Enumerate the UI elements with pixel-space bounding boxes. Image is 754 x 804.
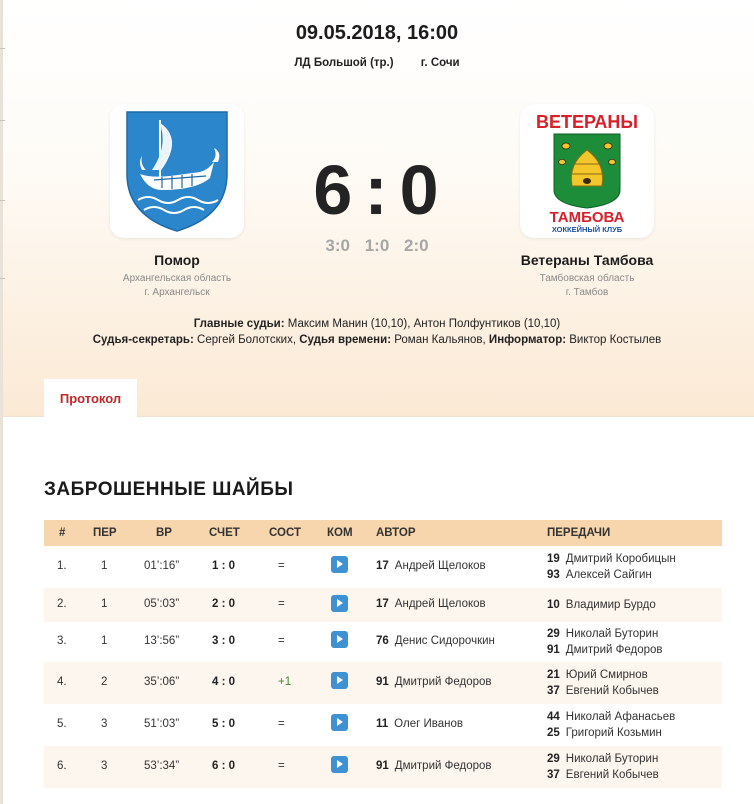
- row-assists: [547, 667, 659, 699]
- row-time: 53’:34”: [144, 760, 180, 772]
- row-score: 2 : 0: [212, 598, 236, 610]
- row-time: 05’:03”: [144, 598, 180, 610]
- secretary-name: Сергей Болотских,: [197, 334, 297, 346]
- author-name: Денис Сидорочкин: [394, 635, 495, 647]
- row-state: =: [278, 718, 285, 730]
- table-row: [44, 588, 722, 622]
- row-num: 4.: [57, 676, 67, 688]
- assist-number: 19: [547, 553, 560, 565]
- logo-top-text: ВЕТЕРАНЫ: [535, 112, 639, 132]
- main-referee-1: Максим Манин: [287, 318, 368, 330]
- row-period: 1: [101, 635, 108, 647]
- row-author[interactable]: [376, 760, 492, 772]
- row-time: 13’:56”: [144, 635, 180, 647]
- assist-name: Григорий Козьмин: [565, 727, 662, 739]
- assist-1[interactable]: [547, 597, 656, 613]
- row-score: 1 : 0: [212, 560, 236, 572]
- match-venue: [0, 57, 754, 69]
- period-1-score: 3:0: [325, 236, 350, 255]
- assist-2[interactable]: [547, 683, 659, 699]
- table-row: [44, 704, 722, 746]
- table-row: [44, 662, 722, 704]
- header-author: АВТОР: [376, 527, 416, 539]
- author-number: 76: [376, 635, 389, 647]
- header-com: КОМ: [327, 527, 353, 539]
- row-period: 2: [101, 676, 108, 688]
- row-period: 1: [101, 560, 108, 572]
- timekeeper-label: Судья времени:: [299, 334, 392, 346]
- row-assists: [547, 626, 663, 658]
- other-officials: [0, 334, 754, 346]
- row-state: =: [278, 598, 285, 610]
- home-team-logo[interactable]: [110, 104, 244, 238]
- video-icon[interactable]: [331, 631, 348, 648]
- assist-name: Алексей Сайгин: [565, 569, 652, 581]
- assist-name: Николай Афанасьев: [565, 711, 676, 723]
- row-state: =: [278, 560, 285, 572]
- video-icon[interactable]: [331, 756, 348, 773]
- main-referee-1-score: (10,10): [370, 318, 408, 330]
- row-time: 35’:06”: [144, 676, 180, 688]
- row-state: =: [278, 760, 285, 772]
- row-author[interactable]: [376, 598, 486, 610]
- author-number: 91: [376, 760, 389, 772]
- author-name: Дмитрий Федоров: [394, 676, 492, 688]
- main-referee-2-score: (10,10): [523, 318, 561, 330]
- goals-table-header: [44, 520, 722, 546]
- author-number: 11: [376, 718, 389, 730]
- row-time: 01’:16”: [144, 560, 180, 572]
- author-name: Олег Иванов: [394, 718, 463, 730]
- row-num: 1.: [57, 560, 67, 572]
- away-team-region: Тамбовская область: [539, 273, 635, 284]
- goals-section-title: ЗАБРОШЕННЫЕ ШАЙБЫ: [44, 479, 294, 500]
- home-score: 6: [313, 151, 355, 229]
- row-period: 3: [101, 718, 108, 730]
- video-icon[interactable]: [331, 556, 348, 573]
- assist-number: 21: [547, 669, 560, 681]
- header-assists: ПЕРЕДАЧИ: [547, 527, 611, 539]
- informer-name: Виктор Костылев: [569, 334, 662, 346]
- row-score: 4 : 0: [212, 676, 236, 688]
- away-team-logo[interactable]: [520, 104, 654, 238]
- row-state: +1: [278, 676, 292, 688]
- match-datetime: 09.05.2018, 16:00: [295, 22, 459, 44]
- row-assists: [547, 597, 656, 613]
- informer-label: Информатор:: [488, 334, 567, 346]
- assist-1[interactable]: [547, 551, 676, 567]
- row-author[interactable]: [376, 635, 495, 647]
- author-name: Дмитрий Федоров: [394, 760, 492, 772]
- row-num: 5.: [57, 718, 67, 730]
- home-team-name[interactable]: Помор: [154, 252, 200, 268]
- assist-number: 10: [547, 599, 560, 611]
- match-score: [282, 150, 472, 230]
- main-referees-label: Главные судьи:: [193, 318, 285, 330]
- author-number: 17: [376, 598, 389, 610]
- row-author[interactable]: [376, 718, 463, 730]
- assist-number: 25: [547, 727, 560, 739]
- table-row: [44, 622, 722, 662]
- row-num: 6.: [57, 760, 67, 772]
- assist-number: 37: [547, 685, 560, 697]
- video-icon[interactable]: [331, 672, 348, 689]
- left-border-tick: [0, 278, 5, 279]
- assist-1[interactable]: [547, 751, 659, 767]
- assist-1[interactable]: [547, 626, 663, 642]
- author-name: Андрей Щелоков: [394, 560, 486, 572]
- assist-number: 93: [547, 569, 560, 581]
- row-author[interactable]: [376, 676, 492, 688]
- assist-2[interactable]: [547, 567, 676, 583]
- assist-name: Дмитрий Коробицын: [565, 553, 676, 565]
- secretary-label: Судья-секретарь:: [92, 334, 194, 346]
- assist-2[interactable]: [547, 767, 659, 783]
- assist-name: Дмитрий Федоров: [565, 644, 663, 656]
- table-row: [44, 546, 722, 588]
- header-state: СОСТ: [269, 527, 302, 539]
- row-score: 3 : 0: [212, 635, 236, 647]
- author-name: Андрей Щелоков: [394, 598, 486, 610]
- period-scores: [282, 236, 472, 256]
- main-referees: Главные судьи: Максим Манин (10,10), Антон Полфунтиков (10,10): [193, 318, 561, 330]
- row-score: 5 : 0: [212, 718, 236, 730]
- goals-table: [44, 520, 722, 788]
- header-period: ПЕР: [93, 527, 117, 539]
- author-number: 91: [376, 676, 389, 688]
- header-num: #: [59, 527, 66, 539]
- assist-number: 37: [547, 769, 560, 781]
- tab-protocol[interactable]: Протокол: [44, 379, 137, 417]
- row-time: 51’:03”: [144, 718, 180, 730]
- left-border-tick: [0, 48, 5, 49]
- table-row: [44, 746, 722, 788]
- author-number: 17: [376, 560, 389, 572]
- arkhangelsk-crest-icon: [110, 104, 244, 238]
- assist-name: Владимир Бурдо: [565, 599, 656, 611]
- assist-2[interactable]: [547, 725, 675, 741]
- venue-city: г. Сочи: [420, 57, 460, 69]
- assist-number: 29: [547, 628, 560, 640]
- timekeeper-name: Роман Кальянов,: [394, 334, 486, 346]
- logo-sub-text: ХОККЕЙНЫЙ КЛУБ: [551, 225, 623, 234]
- assist-name: Николай Буторин: [565, 753, 659, 765]
- assist-number: 29: [547, 753, 560, 765]
- row-author[interactable]: [376, 560, 486, 572]
- video-icon[interactable]: [331, 714, 348, 731]
- assist-1[interactable]: [547, 667, 659, 683]
- left-border-tick: [0, 120, 5, 121]
- row-period: 1: [101, 598, 108, 610]
- period-3-score: 2:0: [404, 236, 429, 255]
- video-icon[interactable]: [331, 595, 348, 612]
- home-team-city: г. Архангельск: [144, 287, 210, 298]
- assist-name: Евгений Кобычев: [565, 685, 659, 697]
- away-team-name[interactable]: Ветераны Тамбова: [520, 252, 654, 268]
- row-num: 3.: [57, 635, 67, 647]
- assist-name: Евгений Кобычев: [565, 769, 659, 781]
- score-separator: :: [364, 151, 390, 229]
- header-time: ВР: [156, 527, 172, 539]
- row-assists: [547, 751, 659, 783]
- assist-number: 91: [547, 644, 560, 656]
- main-referee-2: Антон Полфунтиков: [413, 318, 521, 330]
- assist-name: Николай Буторин: [565, 628, 659, 640]
- period-2-score: 1:0: [364, 236, 390, 255]
- arena-name: ЛД Большой (тр.): [294, 57, 394, 69]
- home-team-region: Архангельская область: [122, 273, 232, 284]
- assist-number: 44: [547, 711, 560, 723]
- row-state: =: [278, 635, 285, 647]
- tambov-veterans-crest-icon: [520, 104, 654, 238]
- assist-name: Юрий Смирнов: [565, 669, 648, 681]
- assist-2[interactable]: [547, 642, 663, 658]
- assist-1[interactable]: [547, 709, 675, 725]
- away-score: 0: [399, 151, 441, 229]
- left-border-tick: [0, 200, 5, 201]
- row-score: 6 : 0: [212, 760, 236, 772]
- row-num: 2.: [57, 598, 67, 610]
- logo-bottom-text: ТАМБОВА: [549, 209, 625, 226]
- row-period: 3: [101, 760, 108, 772]
- row-assists: [547, 709, 675, 741]
- header-score: СЧЕТ: [209, 527, 240, 539]
- away-team-city: г. Тамбов: [565, 287, 609, 298]
- row-assists: [547, 551, 676, 583]
